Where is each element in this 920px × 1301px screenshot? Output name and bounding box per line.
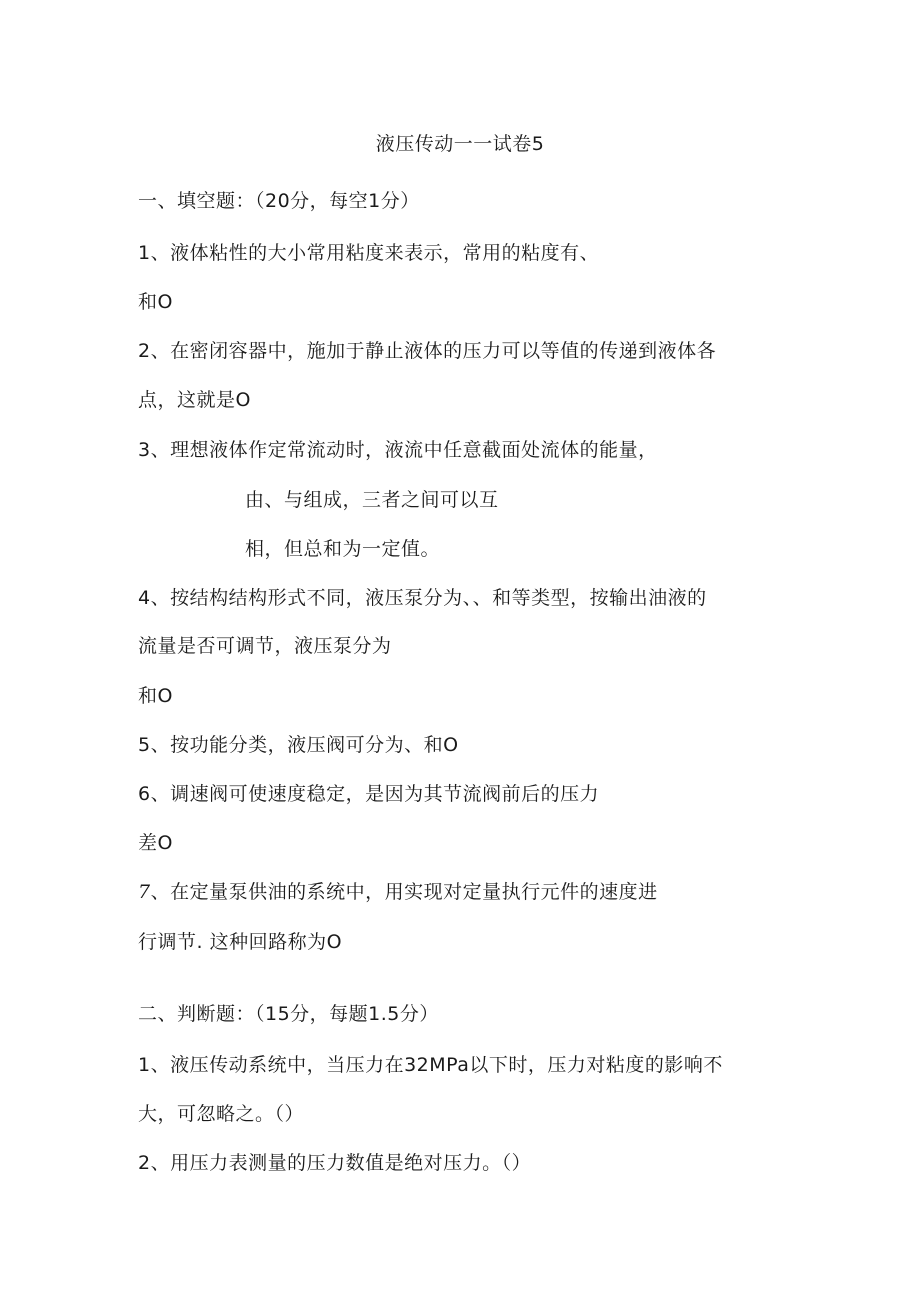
page-title: 液压传动一一试卷5 bbox=[375, 133, 545, 155]
question-line: 5、按功能分类，液压阀可分为、和O bbox=[138, 734, 459, 756]
question-line: 2、用压力表测量的压力数值是绝对压力。（） bbox=[138, 1152, 532, 1174]
question-line: 4、按结构结构形式不同，液压泵分为、、和等类型，按输出油液的 bbox=[138, 587, 707, 609]
section-heading-true-false: 二、判断题：（15分，每题1.5分） bbox=[138, 1003, 439, 1025]
question-line: 点，这就是O bbox=[138, 389, 251, 411]
question-line: 和O bbox=[138, 291, 173, 313]
question-line bbox=[138, 880, 658, 904]
question-line: 3、理想液体作定常流动时，液流中任意截面处流体的能量， bbox=[138, 439, 658, 461]
question-number: 7 bbox=[138, 881, 151, 903]
question-line: 大，可忽略之。（） bbox=[138, 1103, 305, 1125]
question-text: 、在定量泵供油的系统中，用实现对定量执行元件的速度进 bbox=[150, 881, 658, 903]
question-line: 相，但总和为一定值。 bbox=[245, 538, 441, 560]
question-line: 流量是否可调节，液压泵分为 bbox=[138, 635, 392, 657]
question-line: 1、液体粘性的大小常用粘度来表示，常用的粘度有、 bbox=[138, 242, 600, 264]
question-line: 和O bbox=[138, 685, 173, 707]
question-line: 6、调速阀可使速度稳定，是因为其节流阀前后的压力 bbox=[138, 783, 600, 805]
question-line: 由、与组成，三者之间可以互 bbox=[245, 489, 499, 511]
section-heading-fill-blank: 一、填空题：（20分，每空1分） bbox=[138, 190, 420, 212]
question-line: 差O bbox=[138, 832, 173, 854]
question-line: 行调节. 这种回路称为O bbox=[138, 931, 343, 953]
question-line: 2、在密闭容器中，施加于静止液体的压力可以等值的传递到液体各 bbox=[138, 340, 717, 362]
question-line: 1、液压传动系统中，当压力在32MPa以下时，压力对粘度的影响不 bbox=[138, 1054, 723, 1076]
